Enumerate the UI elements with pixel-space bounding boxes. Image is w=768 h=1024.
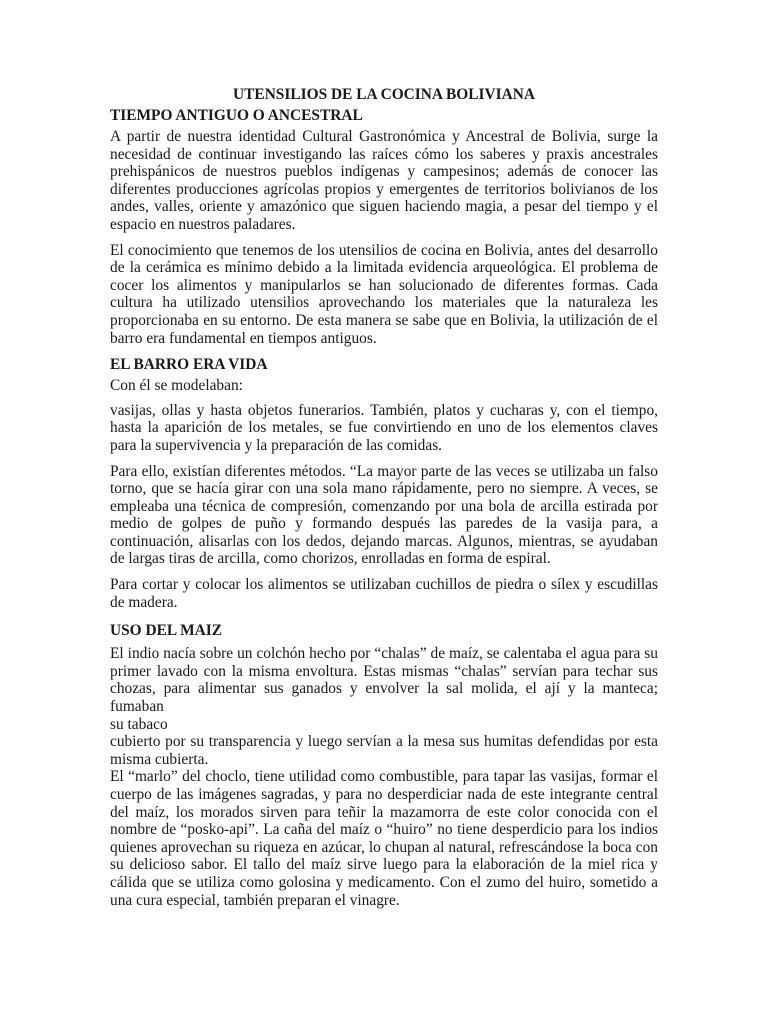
paragraph: Para ello, existían diferentes métodos. “La mayor parte de las veces se utilizaba un falso torno, que se hacía girar con una sola mano rápidamente, pero no siempre. A veces, se empleaba una técnica de compresión, comenzando por una bola de arcilla estirada por medio de golpes de puño y formando después las paredes de la vasija para, a continuación, alisarlas con los dedos, dejando marcas. Algunos, mientras, se ayudaban de largas tiras de arcilla, como chorizos, enrolladas en forma de espiral.	[110, 462, 658, 568]
document-title: UTENSILIOS DE LA COCINA BOLIVIANA	[233, 86, 535, 103]
paragraph: El “marlo” del choclo, tiene utilidad como combustible, para tapar las vasijas, formar el cuerpo de las imágenes sagradas, y para no desperdiciar nada de este integrante central del maíz, los morados sirven para teñir la mazamorra de este color conocida con el nombre de “posko-api”. La caña del maíz o “huiro” no tiene desperdicio para los indios quienes aprovechan su riqueza en azúcar, lo chupan al natural, refrescándose la boca con su delicioso sabor. El tallo del maíz sirve luego para la elaboración de la miel rica y cálida que se utiliza como golosina y medicamento. Con el zumo del huiro, sometido a una cura especial, también preparan el vinagre.	[110, 768, 658, 909]
paragraph: El conocimiento que tenemos de los utensilios de cocina en Bolivia, antes del desarrollo de la cerámica es mínimo debido a la limitada evidencia arqueológica. El problema de cocer los alimentos y manipularlos se han solucionado de diferentes formas. Cada cultura ha utilizado utensilios aprovechando los materiales que la naturaleza les proporcionaba en su entorno. De esta manera se sabe que en Bolivia, la utilización de el barro era fundamental en tiempos antiguos.	[110, 241, 658, 347]
text-line: cubierto por su transparencia y luego servían a la mesa sus humitas defendidas por esta	[110, 733, 658, 751]
text-line: El indio nacía sobre un colchón hecho por “chalas” de maíz, se calentaba el agua para su	[110, 645, 658, 663]
paragraph: A partir de nuestra identidad Cultural Gastronómica y Ancestral de Bolivia, surge la necesidad de continuar investigando las raíces cómo los saberes y praxis ancestrales prehispánicos de nuestros pueblos indígenas y campesinos; además de conocer las diferentes producciones agrícolas propios y emergentes de territorios bolivianos de los andes, valles, oriente y amazónico que siguen haciendo magia, a pesar del tiempo y el espacio en nuestros paladares.	[110, 128, 658, 233]
section-heading-el-barro: EL BARRO ERA VIDA	[110, 356, 268, 374]
text-line: primer lavado con la misma envoltura. Estas mismas “chalas” servían para techar sus	[110, 662, 658, 680]
text-line: misma cubierta.	[110, 750, 209, 768]
paragraph	[110, 645, 658, 733]
section-heading-uso-del-maiz: USO DEL MAIZ	[110, 622, 223, 640]
paragraph: Con él se modelaban:	[110, 377, 243, 395]
paragraph	[110, 733, 658, 768]
section-heading-tiempo-antiguo: TIEMPO ANTIGUO O ANCESTRAL	[110, 107, 363, 124]
text-line: chozas, para alimentar sus ganados y envolver la sal molida, el ají y la manteca; fumaban	[110, 680, 658, 716]
text-line: su tabaco	[110, 715, 168, 733]
paragraph: vasijas, ollas y hasta objetos funerarios. También, platos y cucharas y, con el tiempo, hasta la aparición de los metales, se fue convirtiendo en uno de los elementos claves para la supervivencia y la preparación de las comidas.	[110, 401, 658, 454]
document-page	[110, 84, 658, 917]
paragraph: Para cortar y colocar los alimentos se utilizaban cuchillos de piedra o sílex y escudillas de madera.	[110, 576, 658, 611]
